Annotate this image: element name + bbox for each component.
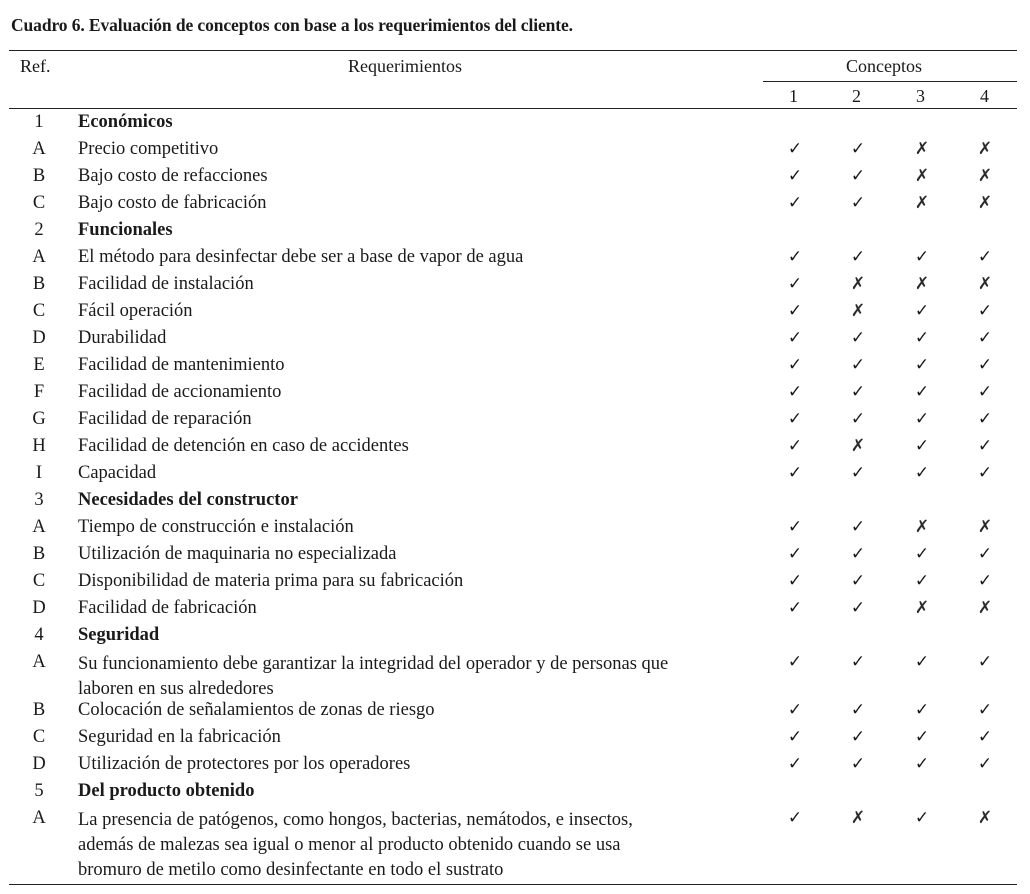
header-concept-4: 4 [980, 86, 989, 106]
requirement-text [78, 247, 758, 268]
row-ref: D [32, 328, 46, 348]
row-ref: 2 [34, 220, 44, 240]
requirement-line: Facilidad de accionamiento [78, 382, 282, 402]
requirement-text [78, 652, 758, 702]
requirement-line: Precio competitivo [78, 139, 219, 159]
requirement-line: Seguridad [78, 625, 160, 645]
table-row [0, 274, 1030, 301]
table-row [0, 409, 1030, 436]
check-icon: ✓ [977, 571, 993, 591]
group-heading [78, 112, 758, 133]
requirement-text [78, 754, 758, 775]
requirement-line: Facilidad de fabricación [78, 598, 257, 618]
row-ref: D [32, 754, 46, 774]
check-icon: ✓ [787, 328, 803, 348]
check-icon: ✓ [914, 808, 930, 828]
check-icon: ✓ [850, 754, 866, 774]
check-icon: ✓ [850, 166, 866, 186]
row-ref: A [32, 247, 46, 267]
table-caption: Cuadro 6. Evaluación de conceptos con base a los requerimientos del cliente. [11, 15, 573, 35]
cross-icon: ✗ [977, 274, 993, 294]
check-icon: ✓ [914, 436, 930, 456]
cross-icon: ✗ [850, 274, 866, 294]
row-ref: E [33, 355, 45, 375]
check-icon: ✓ [787, 544, 803, 564]
row-ref: D [32, 598, 46, 618]
check-icon: ✓ [850, 463, 866, 483]
table-row [0, 193, 1030, 220]
requirement-text [78, 544, 758, 565]
check-icon: ✓ [787, 754, 803, 774]
requirement-line: Seguridad en la fabricación [78, 727, 281, 747]
row-ref: C [32, 193, 46, 213]
requirement-text [78, 463, 758, 484]
check-icon: ✓ [787, 436, 803, 456]
requirement-line: Tiempo de construcción e instalación [78, 517, 354, 537]
bottom-rule [9, 884, 1017, 885]
table-row [0, 436, 1030, 463]
row-ref: B [32, 700, 46, 720]
check-icon: ✓ [977, 436, 993, 456]
requirement-line: además de malezas sea igual o menor al producto obtenido cuando se usa [78, 835, 621, 855]
row-ref: A [32, 652, 46, 672]
cross-icon: ✗ [850, 436, 866, 456]
requirement-line: laboren en sus alrededores [78, 679, 274, 699]
row-ref: H [32, 436, 46, 456]
cross-icon: ✗ [977, 598, 993, 618]
check-icon: ✓ [787, 139, 803, 159]
check-icon: ✓ [977, 652, 993, 672]
row-ref: G [32, 409, 46, 429]
cross-icon: ✗ [977, 139, 993, 159]
row-ref: 4 [34, 625, 44, 645]
requirement-text [78, 382, 758, 403]
requirement-line: Durabilidad [78, 328, 167, 348]
check-icon: ✓ [977, 754, 993, 774]
requirement-text [78, 166, 758, 187]
check-icon: ✓ [787, 166, 803, 186]
requirement-line: Facilidad de mantenimiento [78, 355, 285, 375]
check-icon: ✓ [787, 598, 803, 618]
check-icon: ✓ [977, 727, 993, 747]
check-icon: ✓ [977, 463, 993, 483]
header-concept-2: 2 [852, 86, 861, 106]
check-icon: ✓ [850, 355, 866, 375]
row-ref: B [32, 166, 46, 186]
group-row [0, 781, 1030, 808]
check-icon: ✓ [787, 571, 803, 591]
cross-icon: ✗ [977, 166, 993, 186]
check-icon: ✓ [850, 598, 866, 618]
check-icon: ✓ [977, 328, 993, 348]
cross-icon: ✗ [850, 301, 866, 321]
table-row [0, 808, 1030, 880]
row-ref: B [32, 274, 46, 294]
table-row [0, 301, 1030, 328]
check-icon: ✓ [850, 247, 866, 267]
cross-icon: ✗ [914, 166, 930, 186]
check-icon: ✓ [787, 274, 803, 294]
table-row [0, 544, 1030, 571]
check-icon: ✓ [850, 652, 866, 672]
group-heading [78, 490, 758, 511]
row-ref: A [32, 139, 46, 159]
header-concept-1: 1 [789, 86, 798, 106]
group-row [0, 490, 1030, 517]
table-row [0, 382, 1030, 409]
header-concept-3: 3 [916, 86, 925, 106]
check-icon: ✓ [914, 328, 930, 348]
requirement-text [78, 598, 758, 619]
check-icon: ✓ [914, 544, 930, 564]
check-icon: ✓ [850, 382, 866, 402]
requirement-text [78, 700, 758, 721]
requirement-text [78, 328, 758, 349]
check-icon: ✓ [914, 652, 930, 672]
check-icon: ✓ [850, 727, 866, 747]
check-icon: ✓ [914, 247, 930, 267]
header-requirements: Requerimientos [348, 56, 462, 76]
table-row [0, 166, 1030, 193]
requirement-line: Disponibilidad de materia prima para su fabricación [78, 571, 464, 591]
check-icon: ✓ [787, 247, 803, 267]
check-icon: ✓ [787, 727, 803, 747]
row-ref: 1 [34, 112, 44, 132]
check-icon: ✓ [850, 544, 866, 564]
requirement-line: Bajo costo de fabricación [78, 193, 267, 213]
requirement-line: Necesidades del constructor [78, 490, 298, 510]
requirement-line: Funcionales [78, 220, 173, 240]
requirement-text [78, 409, 758, 430]
top-rule [9, 50, 1017, 51]
check-icon: ✓ [850, 409, 866, 429]
check-icon: ✓ [850, 571, 866, 591]
table-row [0, 754, 1030, 781]
check-icon: ✓ [977, 409, 993, 429]
group-row [0, 220, 1030, 247]
cross-icon: ✗ [977, 808, 993, 828]
row-ref: C [32, 571, 46, 591]
requirement-text [78, 301, 758, 322]
table-row [0, 571, 1030, 598]
row-ref: A [32, 517, 46, 537]
check-icon: ✓ [914, 727, 930, 747]
cross-icon: ✗ [977, 193, 993, 213]
row-ref: F [33, 382, 45, 402]
requirement-text [78, 727, 758, 748]
cross-icon: ✗ [914, 139, 930, 159]
cross-icon: ✗ [914, 274, 930, 294]
requirement-line: El método para desinfectar debe ser a base de vapor de agua [78, 247, 524, 267]
check-icon: ✓ [977, 700, 993, 720]
header-concepts: Conceptos [846, 56, 922, 76]
requirement-text [78, 193, 758, 214]
check-icon: ✓ [787, 301, 803, 321]
check-icon: ✓ [914, 382, 930, 402]
row-ref: I [35, 463, 43, 483]
requirement-text [78, 571, 758, 592]
table-row [0, 700, 1030, 727]
header-bottom-rule [9, 108, 1017, 109]
cross-icon: ✗ [914, 517, 930, 537]
requirement-line: Fácil operación [78, 301, 193, 321]
check-icon: ✓ [977, 247, 993, 267]
requirement-text [78, 436, 758, 457]
group-heading [78, 625, 758, 646]
table-row [0, 355, 1030, 382]
check-icon: ✓ [914, 463, 930, 483]
cross-icon: ✗ [914, 598, 930, 618]
cross-icon: ✗ [914, 193, 930, 213]
check-icon: ✓ [914, 409, 930, 429]
check-icon: ✓ [914, 301, 930, 321]
check-icon: ✓ [787, 355, 803, 375]
check-icon: ✓ [787, 463, 803, 483]
check-icon: ✓ [787, 700, 803, 720]
requirement-line: Del producto obtenido [78, 781, 255, 801]
check-icon: ✓ [787, 808, 803, 828]
requirement-text [78, 517, 758, 538]
requirement-line: bromuro de metilo como desinfectante en todo el sustrato [78, 860, 504, 880]
group-heading [78, 781, 758, 802]
check-icon: ✓ [850, 517, 866, 537]
table-row [0, 517, 1030, 544]
table-row [0, 598, 1030, 625]
check-icon: ✓ [914, 700, 930, 720]
table-row [0, 463, 1030, 490]
table-row [0, 139, 1030, 166]
row-ref: C [32, 727, 46, 747]
requirement-text [78, 139, 758, 160]
requirement-line: La presencia de patógenos, como hongos, bacterias, nemátodos, e insectos, [78, 810, 633, 830]
check-icon: ✓ [850, 700, 866, 720]
table-row [0, 247, 1030, 274]
check-icon: ✓ [914, 571, 930, 591]
check-icon: ✓ [850, 193, 866, 213]
group-row [0, 112, 1030, 139]
check-icon: ✓ [977, 544, 993, 564]
check-icon: ✓ [787, 517, 803, 537]
check-icon: ✓ [787, 652, 803, 672]
requirement-line: Facilidad de instalación [78, 274, 254, 294]
row-ref: 5 [34, 781, 44, 801]
requirement-line: Económicos [78, 112, 173, 132]
requirement-line: Bajo costo de refacciones [78, 166, 268, 186]
check-icon: ✓ [977, 382, 993, 402]
check-icon: ✓ [850, 328, 866, 348]
requirement-text [78, 355, 758, 376]
row-ref: B [32, 544, 46, 564]
check-icon: ✓ [787, 382, 803, 402]
group-heading [78, 220, 758, 241]
requirement-line: Colocación de señalamientos de zonas de riesgo [78, 700, 435, 720]
check-icon: ✓ [787, 409, 803, 429]
requirement-line: Utilización de maquinaria no especializada [78, 544, 397, 564]
requirement-line: Utilización de protectores por los operadores [78, 754, 411, 774]
requirement-text [78, 274, 758, 295]
check-icon: ✓ [977, 301, 993, 321]
concepts-rule [763, 81, 1017, 82]
check-icon: ✓ [914, 355, 930, 375]
table-row [0, 652, 1030, 699]
table-row [0, 328, 1030, 355]
cross-icon: ✗ [977, 517, 993, 537]
check-icon: ✓ [914, 754, 930, 774]
row-ref: A [32, 808, 46, 828]
requirement-text [78, 808, 758, 883]
group-row [0, 625, 1030, 652]
requirement-line: Su funcionamiento debe garantizar la integridad del operador y de personas que [78, 654, 669, 674]
requirement-line: Capacidad [78, 463, 157, 483]
check-icon: ✓ [850, 139, 866, 159]
check-icon: ✓ [977, 355, 993, 375]
header-ref: Ref. [20, 56, 51, 76]
requirement-line: Facilidad de reparación [78, 409, 252, 429]
row-ref: C [32, 301, 46, 321]
cross-icon: ✗ [850, 808, 866, 828]
row-ref: 3 [34, 490, 44, 510]
table-row [0, 727, 1030, 754]
check-icon: ✓ [787, 193, 803, 213]
requirement-line: Facilidad de detención en caso de accidentes [78, 436, 409, 456]
